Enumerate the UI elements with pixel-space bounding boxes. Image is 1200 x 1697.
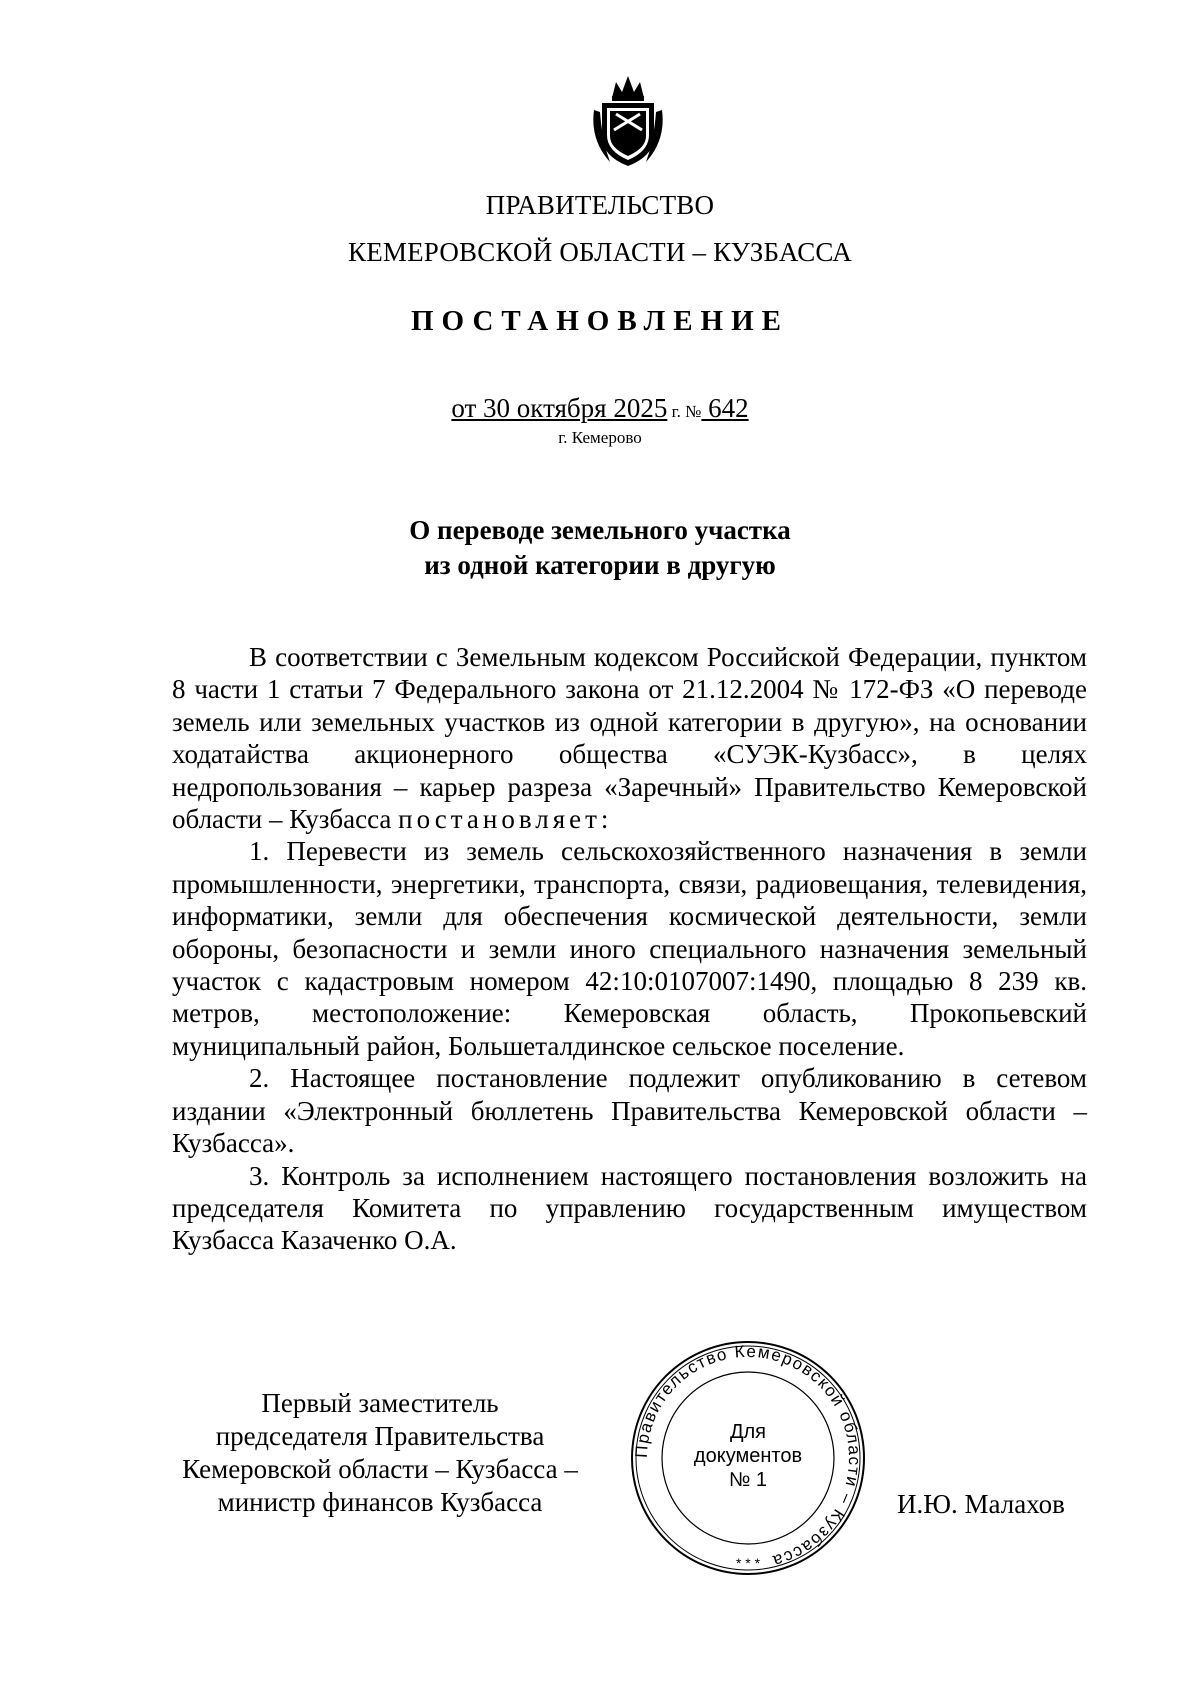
item-2-paragraph: 2. Настоящее постановление подлежит опубликованию в сетевом издании «Электронный бюллетень Правительства Кемеровской области – Кузбасса». <box>172 1063 1087 1159</box>
signer-title <box>150 1387 610 1519</box>
resolves-colon: : <box>600 804 609 835</box>
government-name-line1: ПРАВИТЕЛЬСТВО <box>485 190 715 220</box>
signer-title-line1: Первый заместитель <box>261 1388 499 1418</box>
preamble-text: В соответствии с Земельным кодексом Российской Федерации, пунктом 8 части 1 статьи 7 Федерального закона от 21.12.2004 № 172-ФЗ «О переводе земель или земельных участков из одной категории в другую», на основании ходатайства акционерного общества «СУЭК-Кузбасс», в целях недропользования – карьер разреза «Заречный» Правительство Кемеровской области – Кузбасса <box>172 642 1087 835</box>
stamp-center-line1: Для <box>729 1421 767 1443</box>
item-3-paragraph: 3. Контроль за исполнением настоящего постановления возложить на председателя Комитета по управлению государственным имуществом Кузбасса Казаченко О.А. <box>172 1160 1087 1256</box>
signer-name: И.Ю. Малахов <box>897 1489 1065 1519</box>
government-name-line2: КЕМЕРОВСКОЙ ОБЛАСТИ – КУЗБАССА <box>348 237 852 267</box>
document-body <box>172 641 1087 1257</box>
document-city: г. Кемерово <box>558 428 642 447</box>
year-suffix: г. <box>667 402 686 421</box>
date-number-line <box>0 393 1200 424</box>
official-stamp <box>628 1338 868 1578</box>
preamble-paragraph <box>172 641 1087 835</box>
document-type-title: ПОСТАНОВЛЕНИЕ <box>410 305 789 337</box>
document-date: от 30 октября 2025 <box>451 393 668 423</box>
signer-title-line4: министр финансов Кузбасса <box>217 1487 543 1517</box>
document-subject <box>0 513 1200 583</box>
stamp-ring-text: Правительство Кемеровской области – Кузбасса <box>631 1341 865 1572</box>
item-1-paragraph: 1. Перевести из земель сельскохозяйственного назначения в земли промышленности, энергетики, транспорта, связи, радиовещания, телевидения, информатики, земли для обеспечения космической деятельности, земли обороны, безопасности и земли иного специального назначения земельный участок с кадастровым номером 42:10:0107007:1490, площадью 8 239 кв. метров, местоположение: Кемеровская область, Прокопьевский муниципальный район, Большеталдинское сельское поселение. <box>172 836 1087 1061</box>
number-sign: № <box>685 402 702 421</box>
subject-line1: О переводе земельного участка <box>409 515 791 545</box>
signer-title-line3: Кемеровской области – Кузбасса – <box>182 1454 578 1484</box>
coat-of-arms-emblem <box>590 70 666 170</box>
stamp-center-line2: документов <box>693 1445 803 1467</box>
subject-line2: из одной категории в другую <box>424 550 776 580</box>
document-number: 642 <box>701 393 749 423</box>
stamp-center-line3: № 1 <box>728 1469 768 1491</box>
signer-title-line2: председателя Правительства <box>215 1421 545 1451</box>
resolves-word: постановляет <box>398 804 601 835</box>
stamp-stars: * * * <box>735 1555 761 1571</box>
